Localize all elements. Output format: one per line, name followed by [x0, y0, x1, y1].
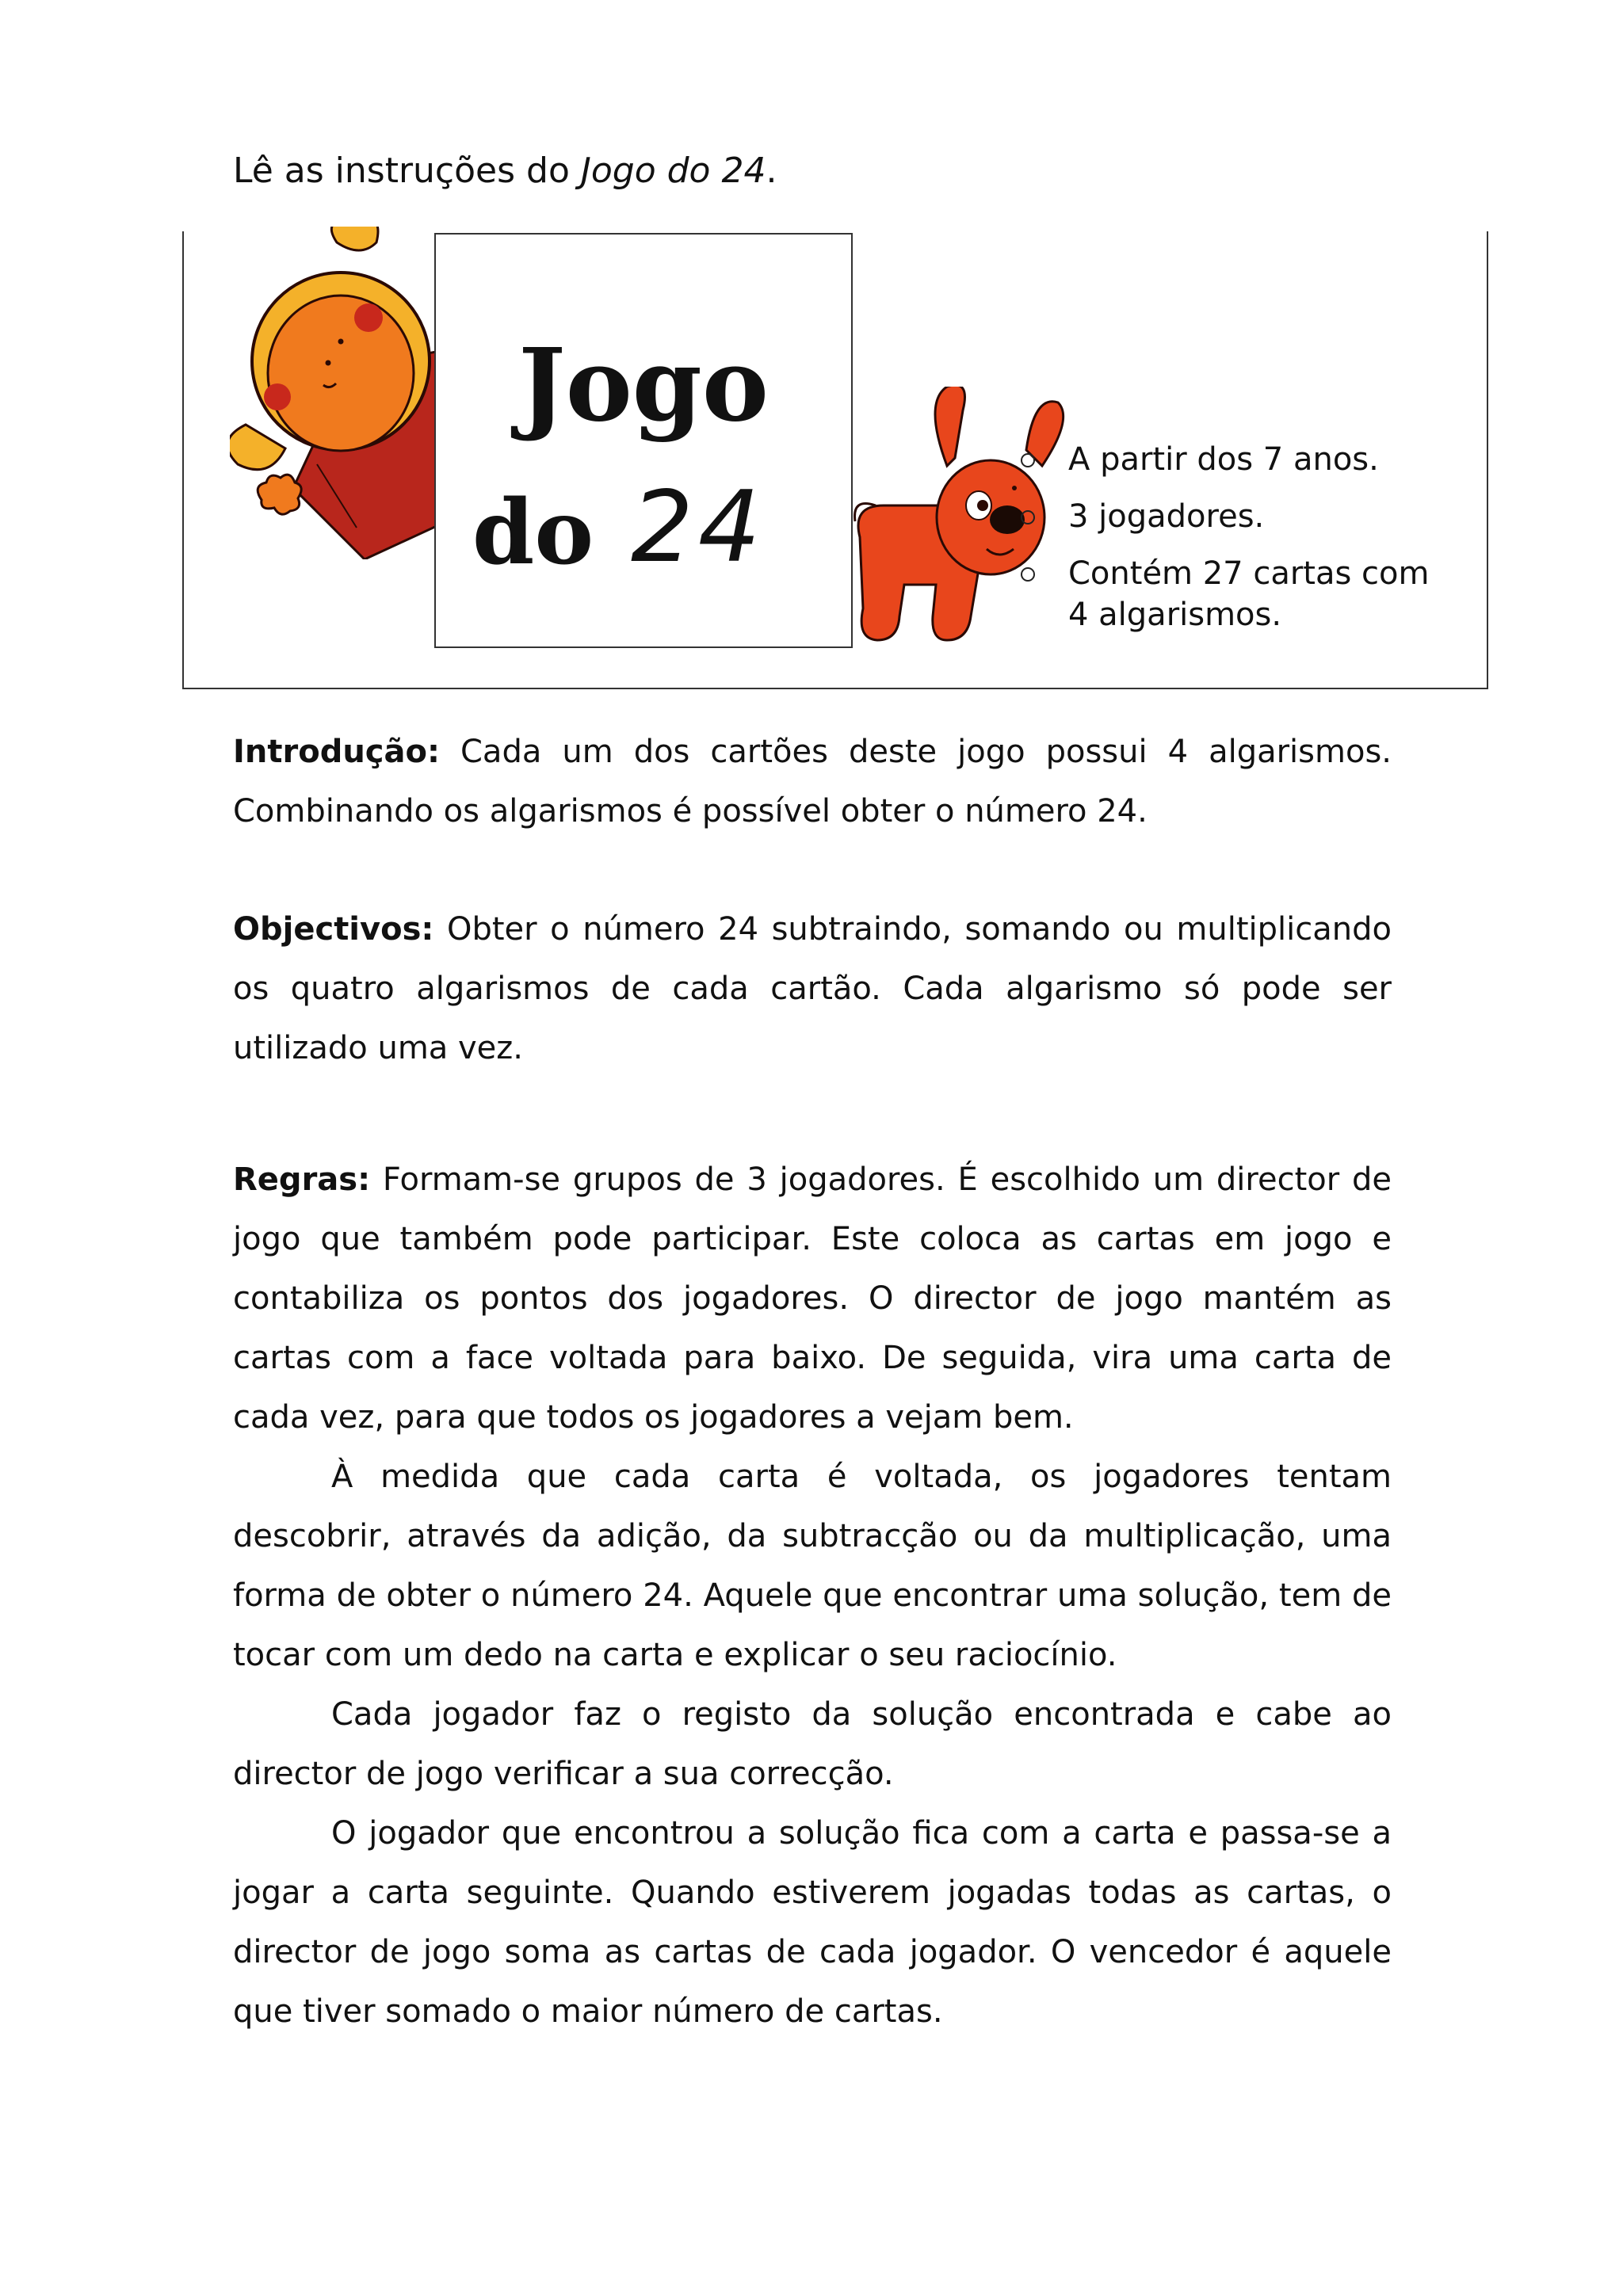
- card-title-number: 24: [631, 471, 766, 585]
- heading-prefix: Lê as instruções do: [233, 151, 581, 191]
- heading-suffix: .: [766, 151, 777, 191]
- card-title-jogo: Jogo: [518, 326, 769, 444]
- introducao-paragraph: [233, 723, 1392, 841]
- heading-title: Jogo do 24: [580, 151, 766, 191]
- circle-bullet-icon: [1021, 567, 1035, 582]
- feature-text: Contém 27 cartas com 4 algarismos.: [1068, 555, 1430, 633]
- rules-paragraph-4: O jogador que encontrou a solução fica com a carta e passa-se a jogar a carta seguinte. Quando estiverem jogadas todas as cartas, o director de jogo soma as cartas de cada jogador. O vencedor é aquele que tiver somado o maior número de cartas.: [233, 1815, 1392, 2030]
- circle-bullet-icon: [1021, 453, 1035, 467]
- feature-item: [1014, 496, 1458, 537]
- regras-paragraph: [233, 1150, 1392, 1447]
- feature-text: 3 jogadores.: [1068, 498, 1265, 535]
- regras-text: Formam-se grupos de 3 jogadores. É escolhido um director de jogo que também pode participar. Este coloca as cartas em jogo e contabiliza os pontos dos jogadores. O director de jogo mantém as cartas com a face voltada para baixo. De seguida, vira uma carta de cada vez, para que todos os jogadores a vejam bem.: [233, 1161, 1392, 1436]
- title-card: [434, 233, 853, 648]
- girl-illustration: [230, 227, 468, 559]
- rules-paragraph-2: À medida que cada carta é voltada, os jogadores tentam descobrir, através da adição, da subtracção ou da multiplicação, uma forma de obter o número 24. Aquele que encontrar uma solução, tem de tocar com um dedo na carta e explicar o seu raciocínio.: [233, 1459, 1392, 1673]
- feature-text: A partir dos 7 anos.: [1068, 441, 1379, 478]
- introducao-label: Introdução:: [233, 734, 440, 770]
- objectivos-text: Obter o número 24 subtraindo, somando ou multiplicando os quatro algarismos de cada cartão. Cada algarismo só pode ser utilizado uma vez.: [233, 911, 1392, 1066]
- circle-bullet-icon: [1021, 510, 1035, 524]
- rules-paragraph-3: Cada jogador faz o registo da solução encontrada e cabe ao director de jogo verificar a sua correcção.: [233, 1696, 1392, 1792]
- feature-item: [1014, 553, 1458, 635]
- card-title-do: do: [472, 481, 594, 585]
- objectivos-paragraph: [233, 900, 1392, 1078]
- feature-list: [1014, 439, 1458, 635]
- introducao-text: Cada um dos cartões deste jogo possui 4 algarismos. Combinando os algarismos é possível obter o número 24.: [233, 734, 1392, 830]
- regras-label: Regras:: [233, 1161, 371, 1198]
- objectivos-label: Objectivos:: [233, 911, 434, 948]
- page-heading: [233, 149, 777, 193]
- feature-item: [1014, 439, 1458, 480]
